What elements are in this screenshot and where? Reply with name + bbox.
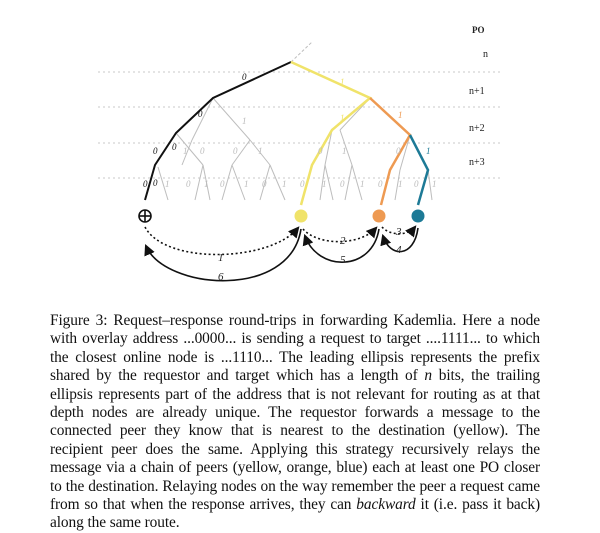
bit-label: 0 (186, 179, 191, 189)
bit-label: 1 (244, 179, 249, 189)
requestor-node (139, 210, 151, 222)
po-level-n3: n+3 (469, 157, 485, 168)
caption-text-3: it (i.e. pass it back) along the same route. (50, 496, 541, 532)
tree-grey-branches (158, 42, 432, 200)
hop-label-4: 4 (396, 244, 402, 256)
bit-label: 1 (204, 179, 209, 189)
blue-node (412, 210, 425, 223)
bit-label: 1 (340, 113, 345, 123)
bit-label: 1 (322, 179, 327, 189)
bit-label: 0 (414, 179, 419, 189)
bit-label: 0 (318, 146, 323, 156)
hop-label-1: 1 (218, 252, 224, 264)
bit-label: 0 (233, 146, 238, 156)
bit-label: 1 (183, 146, 188, 156)
po-level-n2: n+2 (469, 123, 485, 134)
hop-arrow-1 (145, 227, 298, 255)
bit-label: 1 (340, 77, 345, 87)
bit-label: 0 (172, 142, 177, 152)
bit-label: 0 (378, 179, 383, 189)
bit-label: 1 (242, 116, 247, 126)
orange-node (373, 210, 386, 223)
bit-label: 0 (220, 179, 225, 189)
bit-label: 1 (426, 146, 431, 156)
bit-label: 0 (153, 146, 158, 156)
bit-label: 1 (398, 179, 403, 189)
bit-label: 1 (258, 146, 263, 156)
orange-path (370, 98, 410, 205)
po-level-n1: n+1 (469, 86, 485, 97)
caption-text-1: Request–response round-trips in forwarding Kademlia. Here a node with overlay address ...0000... is sending a request to target ....1111... to which the closest online node is ...1110... The leading ellipsis represents the prefix shared by the requestor and target which has a length of (50, 312, 540, 385)
bit-label: 1 (165, 179, 170, 189)
hop-label-2: 2 (340, 235, 346, 247)
bit-label: 1 (360, 179, 365, 189)
po-level-n: n (483, 49, 488, 60)
caption-backward-word: backward (356, 496, 416, 514)
bit-label: 1 (342, 146, 347, 156)
bit-labels (143, 72, 437, 189)
figure-caption (50, 312, 540, 533)
po-gridlines (98, 72, 500, 178)
bit-label: 1 (432, 179, 437, 189)
bit-label: 1 (398, 110, 403, 120)
hop-label-6: 6 (218, 271, 224, 283)
bit-label: 0 (242, 72, 247, 82)
bit-label: 0 (300, 179, 305, 189)
bit-label: 0 (262, 179, 267, 189)
bit-label: 0 (396, 146, 401, 156)
hop-label-3: 3 (396, 226, 402, 238)
bit-label: 0 (200, 146, 205, 156)
bit-label: 0 (340, 179, 345, 189)
bit-label: 0 (143, 179, 148, 189)
figure-label: Figure 3: (50, 312, 108, 329)
bit-label: 0 (153, 178, 158, 188)
po-header: PO (472, 25, 485, 35)
caption-text-2: bits, the trailing ellipsis represents part of the address that is not relevant for routing as at that depth nodes are already unique. The requestor forwards a message to the connected peer they know that is nearest to the destination (yellow). The recipient peer does the same. Applying this strategy recursively relays the message via a chain of peers (yellow, orange, blue) each at least one PO closer to the destination. Relaying nodes on the way remember the peer a request came from so that when the response arrives, they can (50, 367, 540, 514)
bit-label: 1 (282, 179, 287, 189)
caption-n-variable: n (424, 367, 433, 385)
yellow-node (295, 210, 308, 223)
hop-label-5: 5 (340, 254, 346, 266)
bit-label: 0 (198, 109, 203, 119)
